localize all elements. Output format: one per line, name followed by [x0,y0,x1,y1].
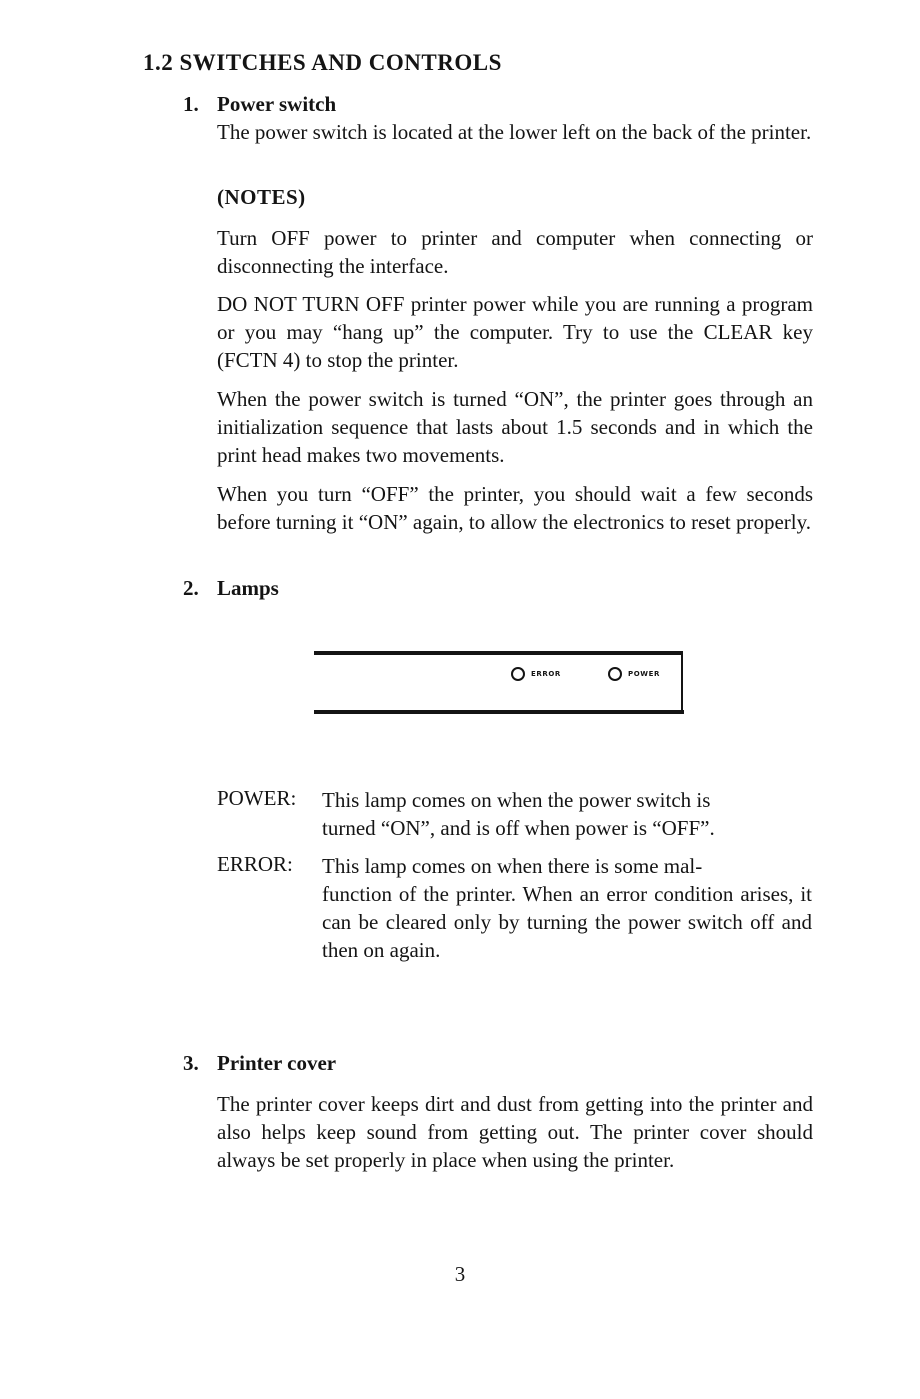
printer-cover-description: The printer cover keeps dirt and dust from getting into the printer and also helps keep sound from getting out. The printer cover should always be set properly in place when using the printer. [217,1092,813,1172]
panel-bottom-edge [314,710,684,714]
error-lamp-label: ERROR [531,670,561,678]
panel-top-edge [314,651,682,655]
item-title-lamps: Lamps [217,576,279,600]
item-number-lamps: 2. [183,576,199,600]
definition-power-rest: turned “ON”, and is off when power is “OFF”. [322,816,715,840]
item-number-power-switch: 1. [183,92,199,116]
error-lamp-circle-icon [511,667,525,681]
note-paragraph-initialization: When the power switch is turned “ON”, the printer goes through an initialization sequence that lasts about 1.5 seconds and in which the print head makes two movements. [217,387,813,467]
error-lamp [511,667,561,681]
note-paragraph-reset: When you turn “OFF” the printer, you should wait a few seconds before turning it “ON” again, to allow the electronics to reset properly. [217,482,813,534]
lamp-panel-diagram [314,651,684,717]
page-number: 3 [454,1262,466,1286]
power-lamp [608,667,660,681]
section-heading: 1.2 SWITCHES AND CONTROLS [143,50,502,75]
power-lamp-label: POWER [628,670,660,678]
definition-power-first-line: This lamp comes on when the power switch is [322,788,711,812]
power-lamp-circle-icon [608,667,622,681]
item-title-power-switch: Power switch [217,92,337,116]
note-paragraph-do-not-turn-off: DO NOT TURN OFF printer power while you are running a program or you may “hang up” the computer. Try to use the CLEAR key (FCTN 4) to stop the printer. [217,292,813,372]
item-title-printer-cover: Printer cover [217,1051,337,1075]
definition-error-rest: function of the printer. When an error condition arises, it can be cleared only by turning the power switch off and then on again. [322,882,812,962]
definition-term-error: ERROR: [217,852,293,876]
item-number-printer-cover: 3. [183,1051,199,1075]
power-switch-description: The power switch is located at the lower left on the back of the printer. [217,120,812,144]
note-paragraph-interface: Turn OFF power to printer and computer when connecting or disconnecting the interface. [217,226,813,278]
panel-right-edge [681,651,683,714]
notes-label: (NOTES) [217,185,306,209]
definition-term-power: POWER: [217,786,297,810]
definition-error-first-line: This lamp comes on when there is some mal- [322,854,703,878]
